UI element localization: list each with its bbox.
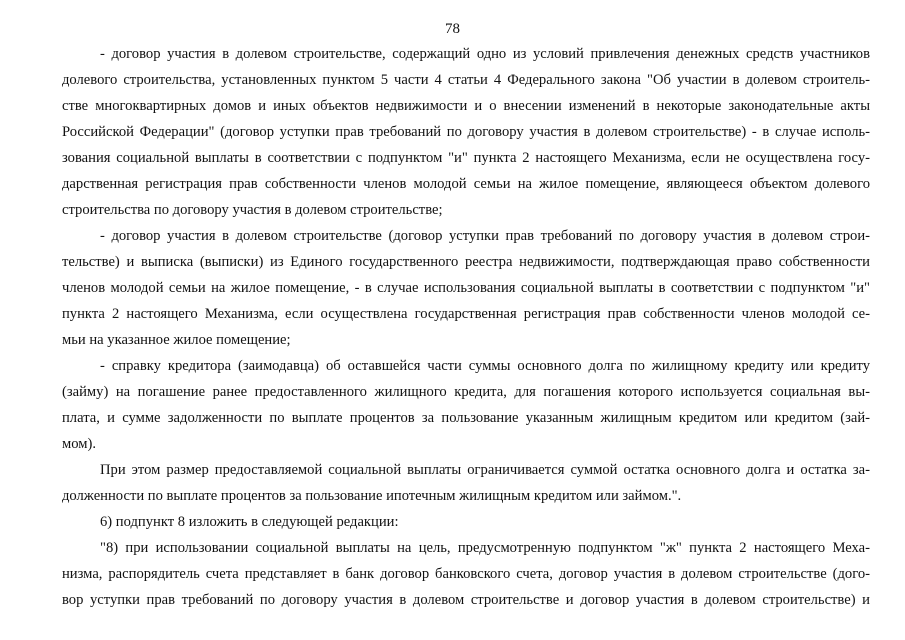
page-number: 78 — [445, 21, 460, 37]
text-line: При этом размер предоставляемой социальной выплаты ограничивается суммой остатка основного долга и остатка за- — [100, 462, 870, 478]
text-line: зования социальной выплаты в соответствии с подпунктом "и" пункта 2 настоящего Механизма, если не осуществлена госу- — [62, 150, 870, 166]
text-line: строительства по договору участия в долевом строительстве; — [62, 202, 443, 218]
text-line: вор уступки прав требований по договору участия в долевом строительстве и договор участия в долевом строительстве) и — [62, 592, 870, 608]
text-line: тельстве) и выписка (выписки) из Единого государственного реестра недвижимости, подтверждающая право собственности — [62, 254, 870, 270]
text-line: - справку кредитора (заимодавца) об оставшейся части суммы основного долга по жилищному кредиту или кредиту — [100, 358, 870, 374]
text-line: долженности по выплате процентов за пользование ипотечным жилищным кредитом или займом.". — [62, 488, 682, 504]
text-line: долевого строительства, установленных пунктом 5 части 4 статьи 4 Федерального закона "Об участии в долевом строитель- — [62, 72, 870, 88]
text-line: пункта 2 настоящего Механизма, если осуществлена государственная регистрация прав собственности членов молодой се- — [62, 306, 870, 322]
text-line: Российской Федерации" (договор уступки прав требований по договору участия в долевом строительстве) - в случае исполь- — [62, 124, 870, 140]
text-line: низма, распорядитель счета представляет в банк договор банковского счета, договор участия в долевом строительстве (дого- — [62, 566, 870, 582]
text-line: - договор участия в долевом строительстве, содержащий одно из условий привлечения денежных средств участников — [100, 46, 870, 62]
text-line: мом). — [62, 436, 96, 452]
text-line: (займу) на погашение ранее предоставленного жилищного кредита, для погашения которого используется социальная вы- — [62, 384, 870, 400]
text-line: членов молодой семьи на жилое помещение, - в случае использования социальной выплаты в соответствии с подпунктом "и" — [62, 280, 870, 296]
text-line: стве многоквартирных домов и иных объектов недвижимости и о внесении изменений в некоторые законодательные акты — [62, 98, 870, 114]
text-line: дарственная регистрация прав собственности членов молодой семьи на жилое помещение, являющееся объектом долевого — [62, 176, 870, 192]
text-line: мьи на указанное жилое помещение; — [62, 332, 291, 348]
text-line: 6) подпункт 8 изложить в следующей редакции: — [100, 514, 399, 530]
text-line: "8) при использовании социальной выплаты на цель, предусмотренную подпунктом "ж" пункта 2 настоящего Меха- — [100, 540, 870, 556]
text-line: - договор участия в долевом строительстве (договор уступки прав требований по договору участия в долевом строи- — [100, 228, 870, 244]
text-line: плата, и сумме задолженности по выплате процентов за пользование указанным жилищным кредитом или кредитом (зай- — [62, 410, 870, 426]
